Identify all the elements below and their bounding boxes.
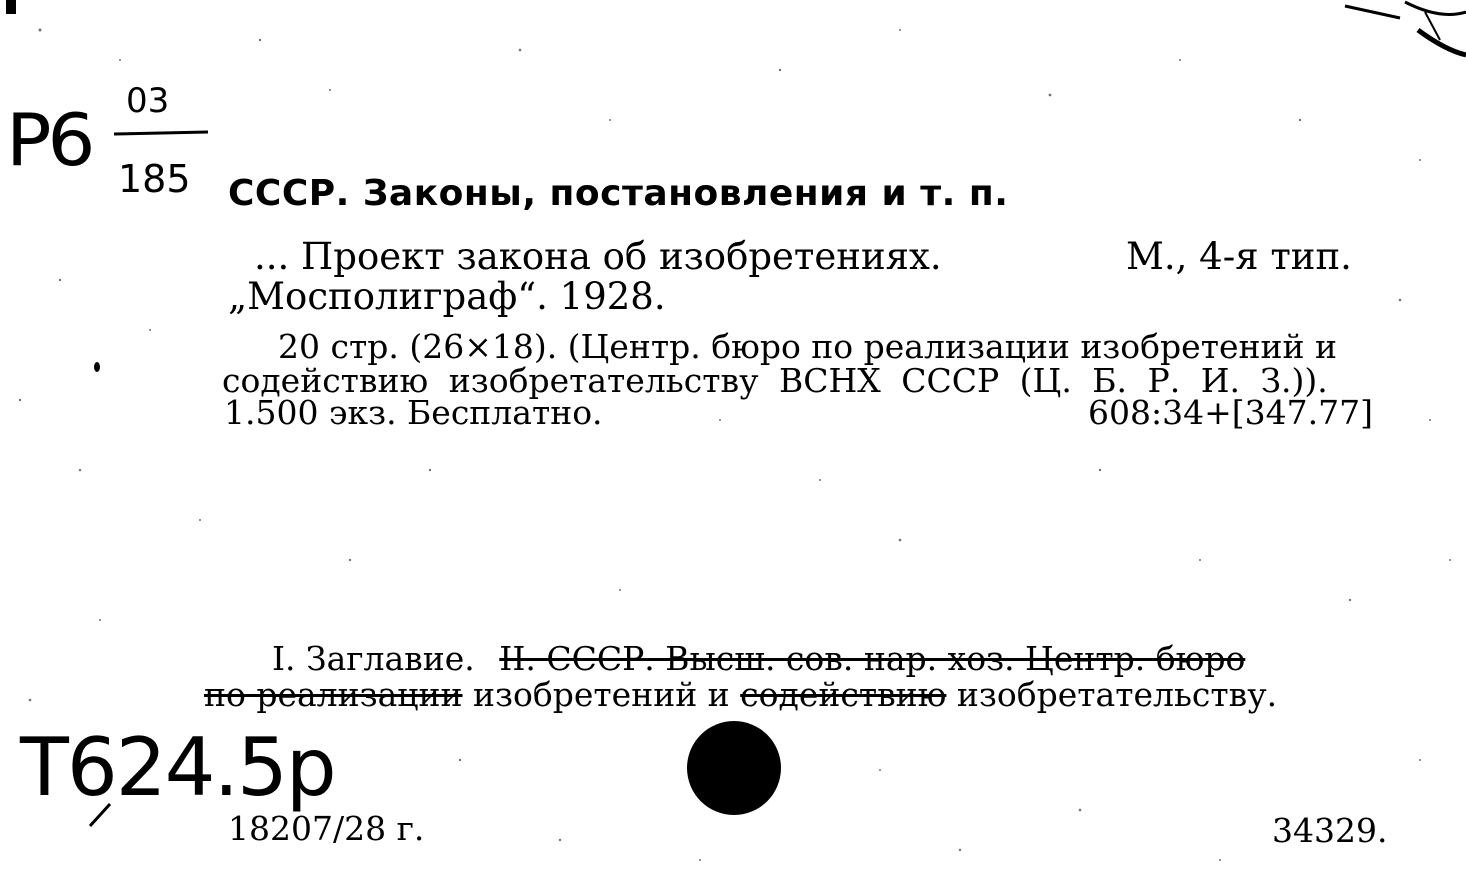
tracing-struck-1: II. СССР. Высш. сов. нар. хоз. Центр. бюро xyxy=(499,639,1246,678)
shelfmark-fraction-bar xyxy=(112,126,212,140)
accession-number: 18207/28 г. xyxy=(228,809,425,848)
handwritten-call-number: Т624.5р xyxy=(20,721,335,814)
tracing-struck-3: содействию xyxy=(740,675,947,714)
tracing-line-2 xyxy=(204,675,1278,714)
heading: СССР. Законы, постановления и т. п. xyxy=(228,173,1009,214)
description-line-2: содействию изобретательству ВСНХ СССР (Ц. Б. Р. И. З.)). xyxy=(222,361,1328,400)
punch-hole xyxy=(686,720,782,816)
tracing-title: I. Заглавие. xyxy=(272,639,475,678)
title-line-2: „Мосполиграф“. 1928. xyxy=(228,275,666,318)
tracing-line-1 xyxy=(272,639,1246,678)
classification-index: 608:34+[347.77] xyxy=(1088,393,1373,432)
card-number: 34329. xyxy=(1272,811,1388,850)
imprint-place: М., 4-я тип. xyxy=(1126,235,1352,278)
title-line-1: ... Проект закона об изобретениях. xyxy=(254,235,942,278)
shelfmark-denominator: 185 xyxy=(118,157,191,201)
description-line-1: 20 стр. (26×18). (Центр. бюро по реализации изобретений и xyxy=(278,327,1337,366)
shelfmark-numerator: 03 xyxy=(126,81,170,121)
handwritten-slash xyxy=(80,800,120,830)
description-line-3: 1.500 экз. Бесплатно. xyxy=(224,393,603,432)
tracing-end: изобретательству. xyxy=(956,675,1278,714)
shelfmark-prefix: P6 xyxy=(5,98,92,182)
tracing-mid: изобретений и xyxy=(473,675,730,714)
tracing-struck-2: по реализации xyxy=(204,675,463,714)
